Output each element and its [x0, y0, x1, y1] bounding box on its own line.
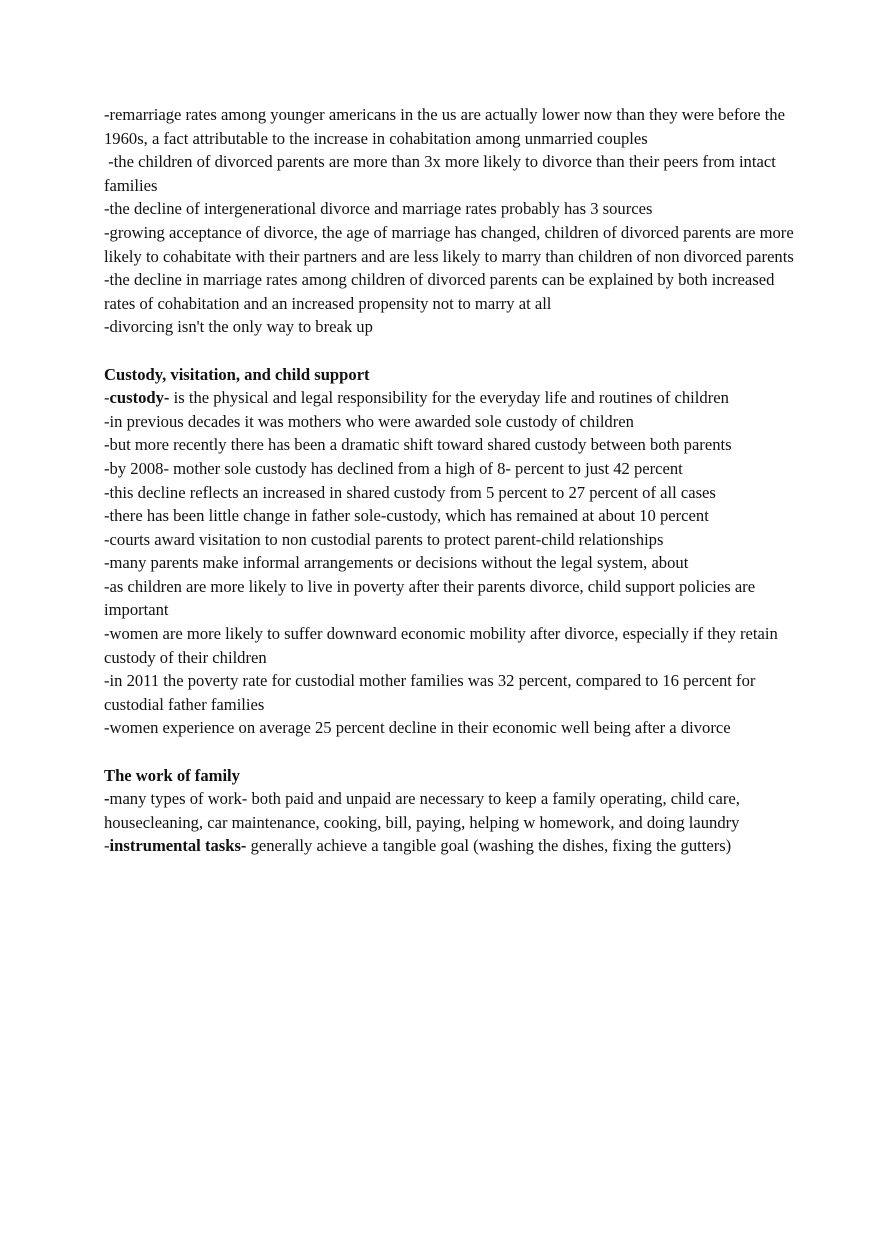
note-child-support-policies: -as children are more likely to live in poverty after their parents divorce, child support policies are important [104, 576, 756, 620]
note-types-of-work [104, 787, 794, 834]
note-poverty-rate-2011: -in 2011 the poverty rate for custodial mother families was 32 percent, compared to 16 percent for custodial father families [104, 671, 756, 714]
note-shared-custody-shift: -but more recently there has been a dramatic shift toward shared custody between both parents [104, 435, 732, 455]
note-decline-marriage-rates: -the decline in marriage rates among children of divorced parents can be explained by both increased rates of cohabitation and an increased propensity not to marry at all [104, 270, 775, 313]
note-children-divorce-likelihood: -the children of divorced parents are more than 3x more likely to divorce than their peers from intact families [104, 152, 780, 195]
definition-text: is the physical and legal responsibility for the everyday life and routines of children [169, 388, 729, 408]
definition-custody [104, 386, 794, 410]
note-father-sole-custody: -there has been little change in father sole-custody, which has remained at about 10 percent [104, 506, 709, 526]
definition-prefix: - [104, 388, 110, 408]
note-informal-arrangements: -many parents make informal arrangements or decisions without the legal system, about [104, 553, 689, 573]
item-text: many types of work- both paid and unpaid are necessary to keep a family operating, child care, housecleaning, car maintenance, cooking, bill, paying, helping w homework, and doing laundry [104, 789, 740, 832]
note-2008-decline: -by 2008- mother sole custody has declined from a high of 8- percent to just 42 percent [104, 458, 683, 478]
definition-text: generally achieve a tangible goal (washing the dishes, fixing the gutters) [246, 836, 732, 856]
definition-term: custody- [109, 388, 170, 408]
note-mothers-sole-custody: -in previous decades it was mothers who were awarded sole custody of children [104, 411, 634, 431]
section-divorce-notes [104, 103, 794, 339]
note-downward-mobility: -women are more likely to suffer downward economic mobility after divorce, especially if they retain custody of their children [104, 624, 778, 667]
note-decline-sources: -the decline of intergenerational divorce and marriage rates probably has 3 sources [104, 199, 653, 219]
note-remarriage-rates: -remarriage rates among younger americans in the us are actually lower now than they were before the 1960s, a fact attributable to the increase in cohabitation among unmarried couples [104, 105, 785, 148]
definition-prefix: - [104, 836, 110, 856]
note-break-up: -divorcing isn't the only way to break up [104, 317, 373, 337]
note-shared-custody-increase: -this decline reflects an increased in shared custody from 5 percent to 27 percent of all cases [104, 482, 716, 502]
spacer [104, 740, 794, 764]
definition-instrumental-tasks [104, 834, 794, 858]
note-acceptance-of-divorce: -growing acceptance of divorce, the age of marriage has changed, children of divorced parents are more likely to cohabitate with their partners and are less likely to marry than children of non divorced parents [104, 222, 794, 266]
document-page [104, 103, 794, 858]
section-custody [104, 363, 794, 741]
note-economic-decline: -women experience on average 25 percent decline in their economic well being after a divorce [104, 718, 731, 738]
spacer [104, 339, 794, 363]
item-prefix: - [104, 789, 110, 809]
section-work-of-family [104, 764, 794, 858]
definition-term: instrumental tasks- [109, 836, 247, 856]
note-visitation: -courts award visitation to non custodial parents to protect parent-child relationships [104, 529, 664, 549]
section-heading-custody: Custody, visitation, and child support [104, 364, 370, 384]
section-heading-work-of-family: The work of family [104, 765, 240, 785]
